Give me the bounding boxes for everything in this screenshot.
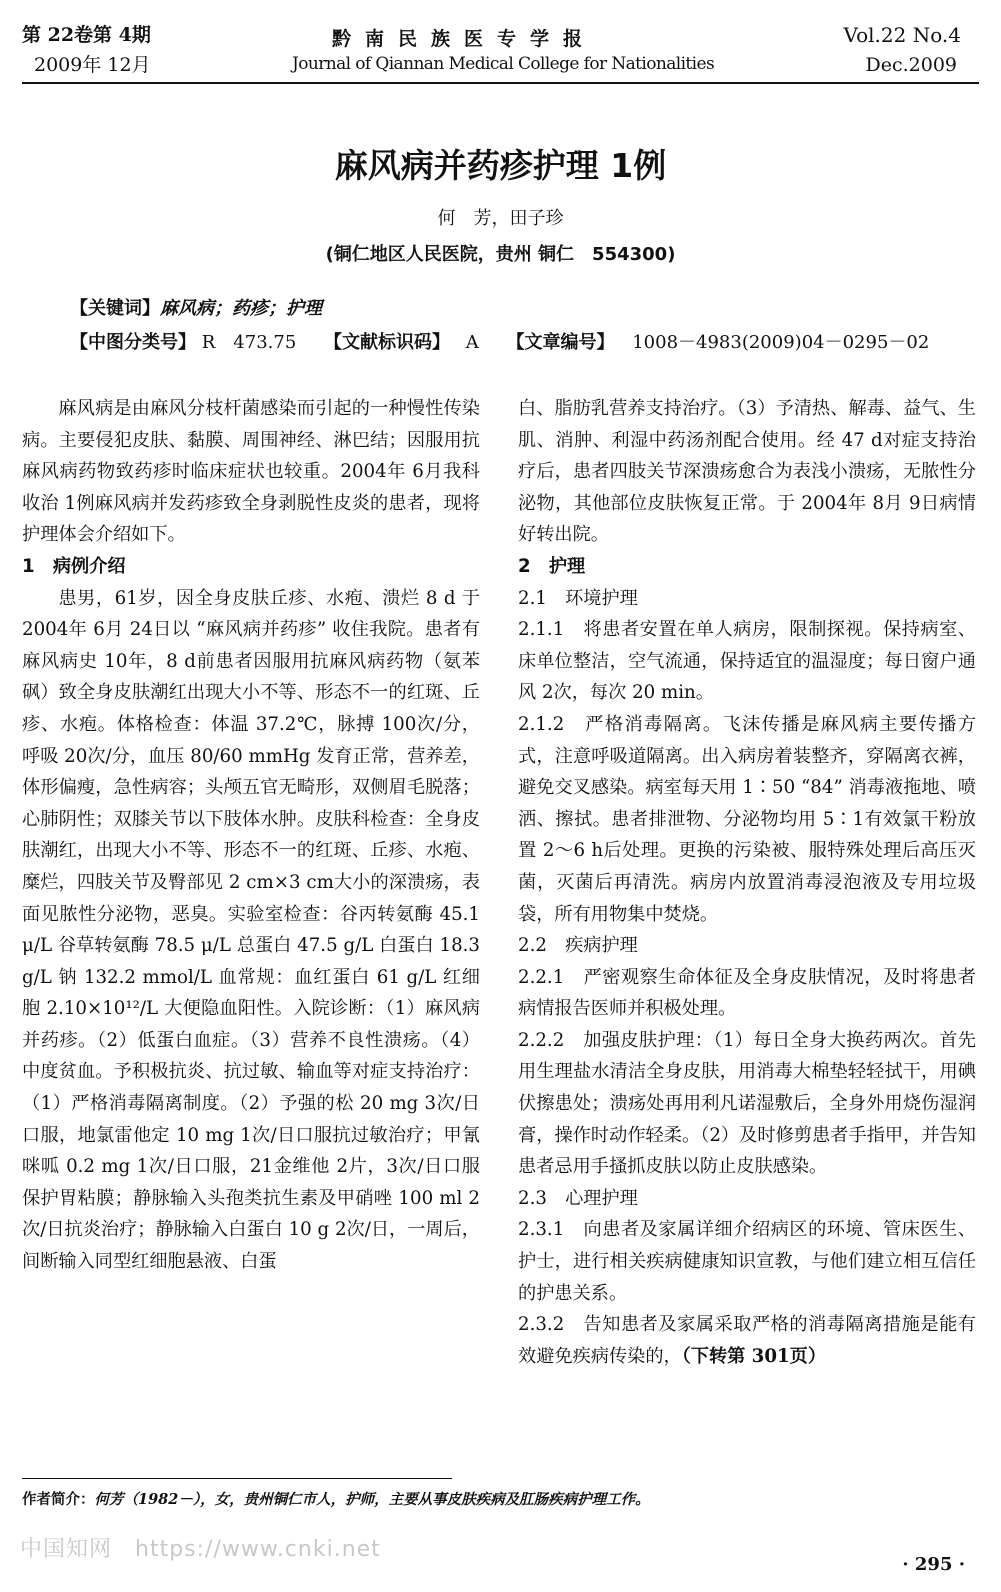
paragraph-2-2-1: 2.2.1 严密观察生命体征及全身皮肤情况，及时将患者病情报告医师并积极处理。: [518, 966, 976, 1020]
cnki-watermark: 中国知网 https://www.cnki.net: [20, 1537, 381, 1562]
left-column: [22, 393, 480, 1278]
paragraph-2-1-2: 2.1.2 严格消毒隔离。飞沫传播是麻风病主要传播方式，注意呼吸道隔离。出入病房着装整齐，穿隔离衣裤，避免交叉感染。病室每天用 1∶50 “84” 消毒液拖地、喷洒、擦拭。患者排泄物、分泌物均用 5∶1有效氯干粉放置 2～6 h后处理。更换的污染被、服特殊处理后高压灭菌，灭菌后再清洗。病房内放置消毒浸泡液及专用垃圾袋，所有用物集中焚烧。: [518, 713, 976, 925]
page-number: · 295 ·: [902, 1554, 965, 1575]
continued-on-note: （下转第 301页）: [681, 1345, 827, 1367]
keywords-label: 【关键词】: [70, 298, 160, 319]
header-rule: [22, 82, 979, 84]
volume-issue-cn: 第 22卷第 4期: [22, 24, 151, 46]
subsection-2-2-heading: 2.2 疾病护理: [518, 935, 638, 957]
clc-code: R 473.75: [201, 332, 297, 353]
paragraph-2-1-1: 2.1.1 将患者安置在单人病房，限制探视。保持病室、床单位整洁，空气流通，保持适宜的温湿度；每日窗户通风 2次，每次 20 min。: [518, 619, 976, 704]
continued-paragraph: 白、脂肪乳营养支持治疗。（3）予清热、解毒、益气、生肌、消肿、利湿中药汤剂配合使用。经 47 d对症支持治疗后，患者四肢关节深溃疡愈合为表浅小溃疡，无脓性分泌物，其他部位皮肤恢复正常。于 2004年 8月 9日病情好转出院。: [518, 398, 976, 546]
volume-issue-en: Vol.22 No.4: [843, 23, 961, 47]
date-cn: 2009年 12月: [34, 54, 151, 76]
header-left-date: [34, 52, 151, 78]
right-column: [518, 393, 976, 1372]
affiliation: (铜仁地区人民医院，贵州 铜仁 554300): [325, 244, 676, 265]
keywords: 麻风病；药疹；护理: [160, 298, 322, 319]
paragraph-2-3-2: [518, 1309, 976, 1372]
doc-code-label: 【文献标识码】: [324, 332, 451, 353]
date-en: Dec.2009: [865, 54, 957, 76]
author-bio-label: 作者简介：: [22, 1491, 95, 1508]
classification-line: [70, 328, 929, 358]
article-no-label: 【文章编号】: [506, 332, 615, 353]
section-1-heading: 1 病例介绍: [22, 555, 126, 577]
section-2-heading: 2 护理: [518, 555, 586, 577]
paragraph-2-3-2-text: 2.3.2 告知患者及家属采取严格的消毒隔离措施是能有效避免疾病传染的，: [518, 1314, 976, 1367]
clc-label: 【中图分类号】: [70, 332, 196, 353]
authors: 何 芳，田子珍: [437, 208, 564, 229]
article-no: 1008－4983(2009)04－0295－02: [632, 332, 930, 353]
intro-paragraph: 麻风病是由麻风分枝杆菌感染而引起的一种慢性传染病。主要侵犯皮肤、黏膜、周围神经、淋巴结；因服用抗麻风病药物致药疹时临床症状也较重。2004年 6月我科收治 1例麻风病并发药疹致全身剥脱性皮炎的患者，现将护理体会介绍如下。: [22, 398, 480, 546]
author-bio: 何芳（1982－），女，贵州铜仁市人，护师，主要从事皮肤疾病及肛肠疾病护理工作。: [94, 1491, 650, 1508]
article-title: 麻风病并药疹护理 1例: [334, 146, 667, 185]
case-paragraph: 患男，61岁，因全身皮肤丘疹、水疱、溃烂 8 d 于 2004年 6月 24日以 “麻风病并药疹” 收住我院。患者有麻风病史 10年，8 d前患者因服用抗麻风病药物（氨苯砜）致全身皮肤潮红出现大小不等、形态不一的红斑、丘疹、水疱。体格检查：体温 37.2℃，脉搏 100次/分，呼吸 20次/分，血压 80/60 mmHg 发育正常，营养差，体形偏瘦，急性病容；头颅五官无畸形，双侧眉毛脱落；心肺阴性；双膝关节以下肢体水肿。皮肤科检查：全身皮肤潮红，出现大小不等、形态不一的红斑、丘疹、水疱、糜烂，四肢关节及臀部见 2 cm×3 cm大小的深溃疡，表面见脓性分泌物，恶臭。实验室检查：谷丙转氨酶 45.1 μ/L 谷草转氨酶 78.5 μ/L 总蛋白 47.5 g/L 白蛋白 18.3 g/L 钠 132.2 mmol/L 血常规：血红蛋白 61 g/L 红细胞 2.10×10¹²/L 大便隐血阳性。入院诊断：（1）麻风病并药疹。（2）低蛋白血症。（3）营养不良性溃疡。（4）中度贫血。予积极抗炎、抗过敏、输血等对症支持治疗：（1）严格消毒隔离制度。（2）予强的松 20 mg 3次/日口服，地氯雷他定 10 mg 1次/日口服抗过敏治疗；甲氰咪呱 0.2 mg 1次/日口服，21金维他 2片，3次/日口服保护胃粘膜；静脉输入头孢类抗生素及甲硝唑 100 ml 2次/日抗炎治疗；静脉输入白蛋白 10 g 2次/日，一周后，间断输入同型红细胞悬液、白蛋: [22, 587, 480, 1273]
paragraph-2-2-2: 2.2.2 加强皮肤护理：（1）每日全身大换药两次。首先用生理盐水清洁全身皮肤，用消毒大棉垫轻轻拭干，用碘伏擦患处；溃疡处再用利凡诺湿敷后，全身外用烧伤湿润膏，操作时动作轻柔。（2）及时修剪患者手指甲，并告知患者忌用手搔抓皮肤以防止皮肤感染。: [518, 1029, 976, 1178]
journal-name-cn: 黔南民族医专学报: [332, 28, 597, 50]
footnote-rule: [22, 1478, 452, 1479]
subsection-2-1-heading: 2.1 环境护理: [518, 587, 638, 609]
journal-name-en: Journal of Qiannan Medical College for Nationalities: [292, 54, 715, 74]
header-left: [22, 22, 151, 48]
keywords-line: [70, 294, 322, 324]
doc-code: A: [465, 332, 479, 353]
author-bio-footnote: [22, 1488, 982, 1509]
subsection-2-3-heading: 2.3 心理护理: [518, 1187, 638, 1209]
paragraph-2-3-1: 2.3.1 向患者及家属详细介绍病区的环境、管床医生、护士，进行相关疾病健康知识宣教，与他们建立相互信任的护患关系。: [518, 1219, 976, 1304]
